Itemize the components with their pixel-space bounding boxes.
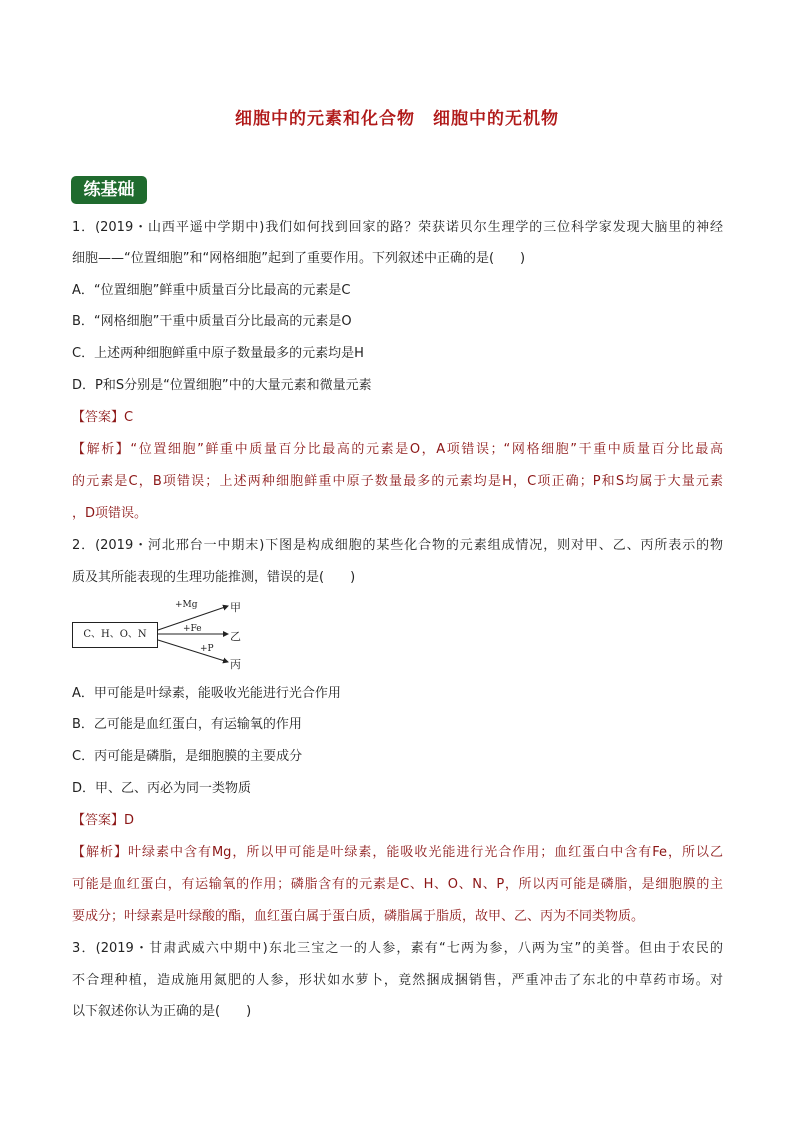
arrow-p xyxy=(158,640,228,662)
element-box: C、H、O、N xyxy=(72,622,158,648)
q1-option-c: C．上述两种细胞鲜重中原子数量最多的元素均是H xyxy=(72,346,364,361)
q2-answer: 【答案】D xyxy=(72,813,135,828)
q2-option-c: C．丙可能是磷脂，是细胞膜的主要成分 xyxy=(72,749,303,764)
target-yi: 乙 xyxy=(230,630,241,643)
label-mg: +Mg xyxy=(175,600,198,610)
q1-answer: 【答案】C xyxy=(72,410,134,425)
target-bing: 丙 xyxy=(230,658,241,671)
q2-option-a: A．甲可能是叶绿素，能吸收光能进行光合作用 xyxy=(72,686,341,701)
q2-option-d: D．甲、乙、丙必为同一类物质 xyxy=(72,781,252,796)
q3-stem-line: 3．(2019・甘肃武威六中期中)东北三宝之一的人参，素有“七两为参，八两为宝”的美誉。但由于农民的 xyxy=(72,941,723,956)
q1-analysis-line: 【解析】“位置细胞”鲜重中质量百分比最高的元素是O，A项错误；“网格细胞”干重中质量百分比最高 xyxy=(72,442,723,457)
q3-stem-line: 以下叙述你认为正确的是( ) xyxy=(72,1004,252,1019)
q2-option-b: B．乙可能是血红蛋白，有运输氧的作用 xyxy=(72,717,302,732)
page-title: 细胞中的元素和化合物 细胞中的无机物 xyxy=(235,109,559,129)
q1-option-d: D．P和S分别是“位置细胞”中的大量元素和微量元素 xyxy=(72,378,372,393)
label-p: +P xyxy=(200,644,214,654)
section-badge: 练基础 xyxy=(71,176,147,204)
q1-analysis-line: ，D项错误。 xyxy=(72,506,148,521)
q1-option-b: B．“网格细胞”干重中质量百分比最高的元素是O xyxy=(72,314,352,329)
q1-option-a: A．“位置细胞”鲜重中质量百分比最高的元素是C xyxy=(72,283,351,298)
label-fe: +Fe xyxy=(183,624,202,634)
q2-stem-line: 质及其所能表现的生理功能推测，错误的是( ) xyxy=(72,570,356,585)
q1-stem-line: 1．(2019・山西平遥中学期中)我们如何找到回家的路？荣获诺贝尔生理学的三位科学家发现大脑里的神经 xyxy=(72,220,723,235)
q3-stem-line: 不合理种植，造成施用氮肥的人参，形状如水萝卜，竟然捆成捆销售，严重冲击了东北的中草药市场。对 xyxy=(72,973,723,988)
q2-stem-line: 2．(2019・河北邢台一中期末)下图是构成细胞的某些化合物的元素组成情况，则对甲、乙、丙所表示的物 xyxy=(72,538,723,553)
q1-analysis-line: 的元素是C，B项错误；上述两种细胞鲜重中原子数量最多的元素均是H，C项正确；P和S均属于大量元素 xyxy=(72,474,723,489)
q2-analysis-line: 要成分；叶绿素是叶绿酸的酯，血红蛋白属于蛋白质，磷脂属于脂质，故甲、乙、丙为不同类物质。 xyxy=(72,909,645,924)
target-jia: 甲 xyxy=(230,601,241,614)
q1-stem-line: 细胞——“位置细胞”和“网格细胞”起到了重要作用。下列叙述中正确的是( ) xyxy=(72,251,526,266)
element-diagram xyxy=(72,598,252,670)
q2-analysis-line: 【解析】叶绿素中含有Mg，所以甲可能是叶绿素，能吸收光能进行光合作用；血红蛋白中含有Fe，所以乙 xyxy=(72,845,723,860)
q2-analysis-line: 可能是血红蛋白，有运输氧的作用；磷脂含有的元素是C、H、O、N、P，所以丙可能是磷脂，是细胞膜的主 xyxy=(72,877,723,892)
